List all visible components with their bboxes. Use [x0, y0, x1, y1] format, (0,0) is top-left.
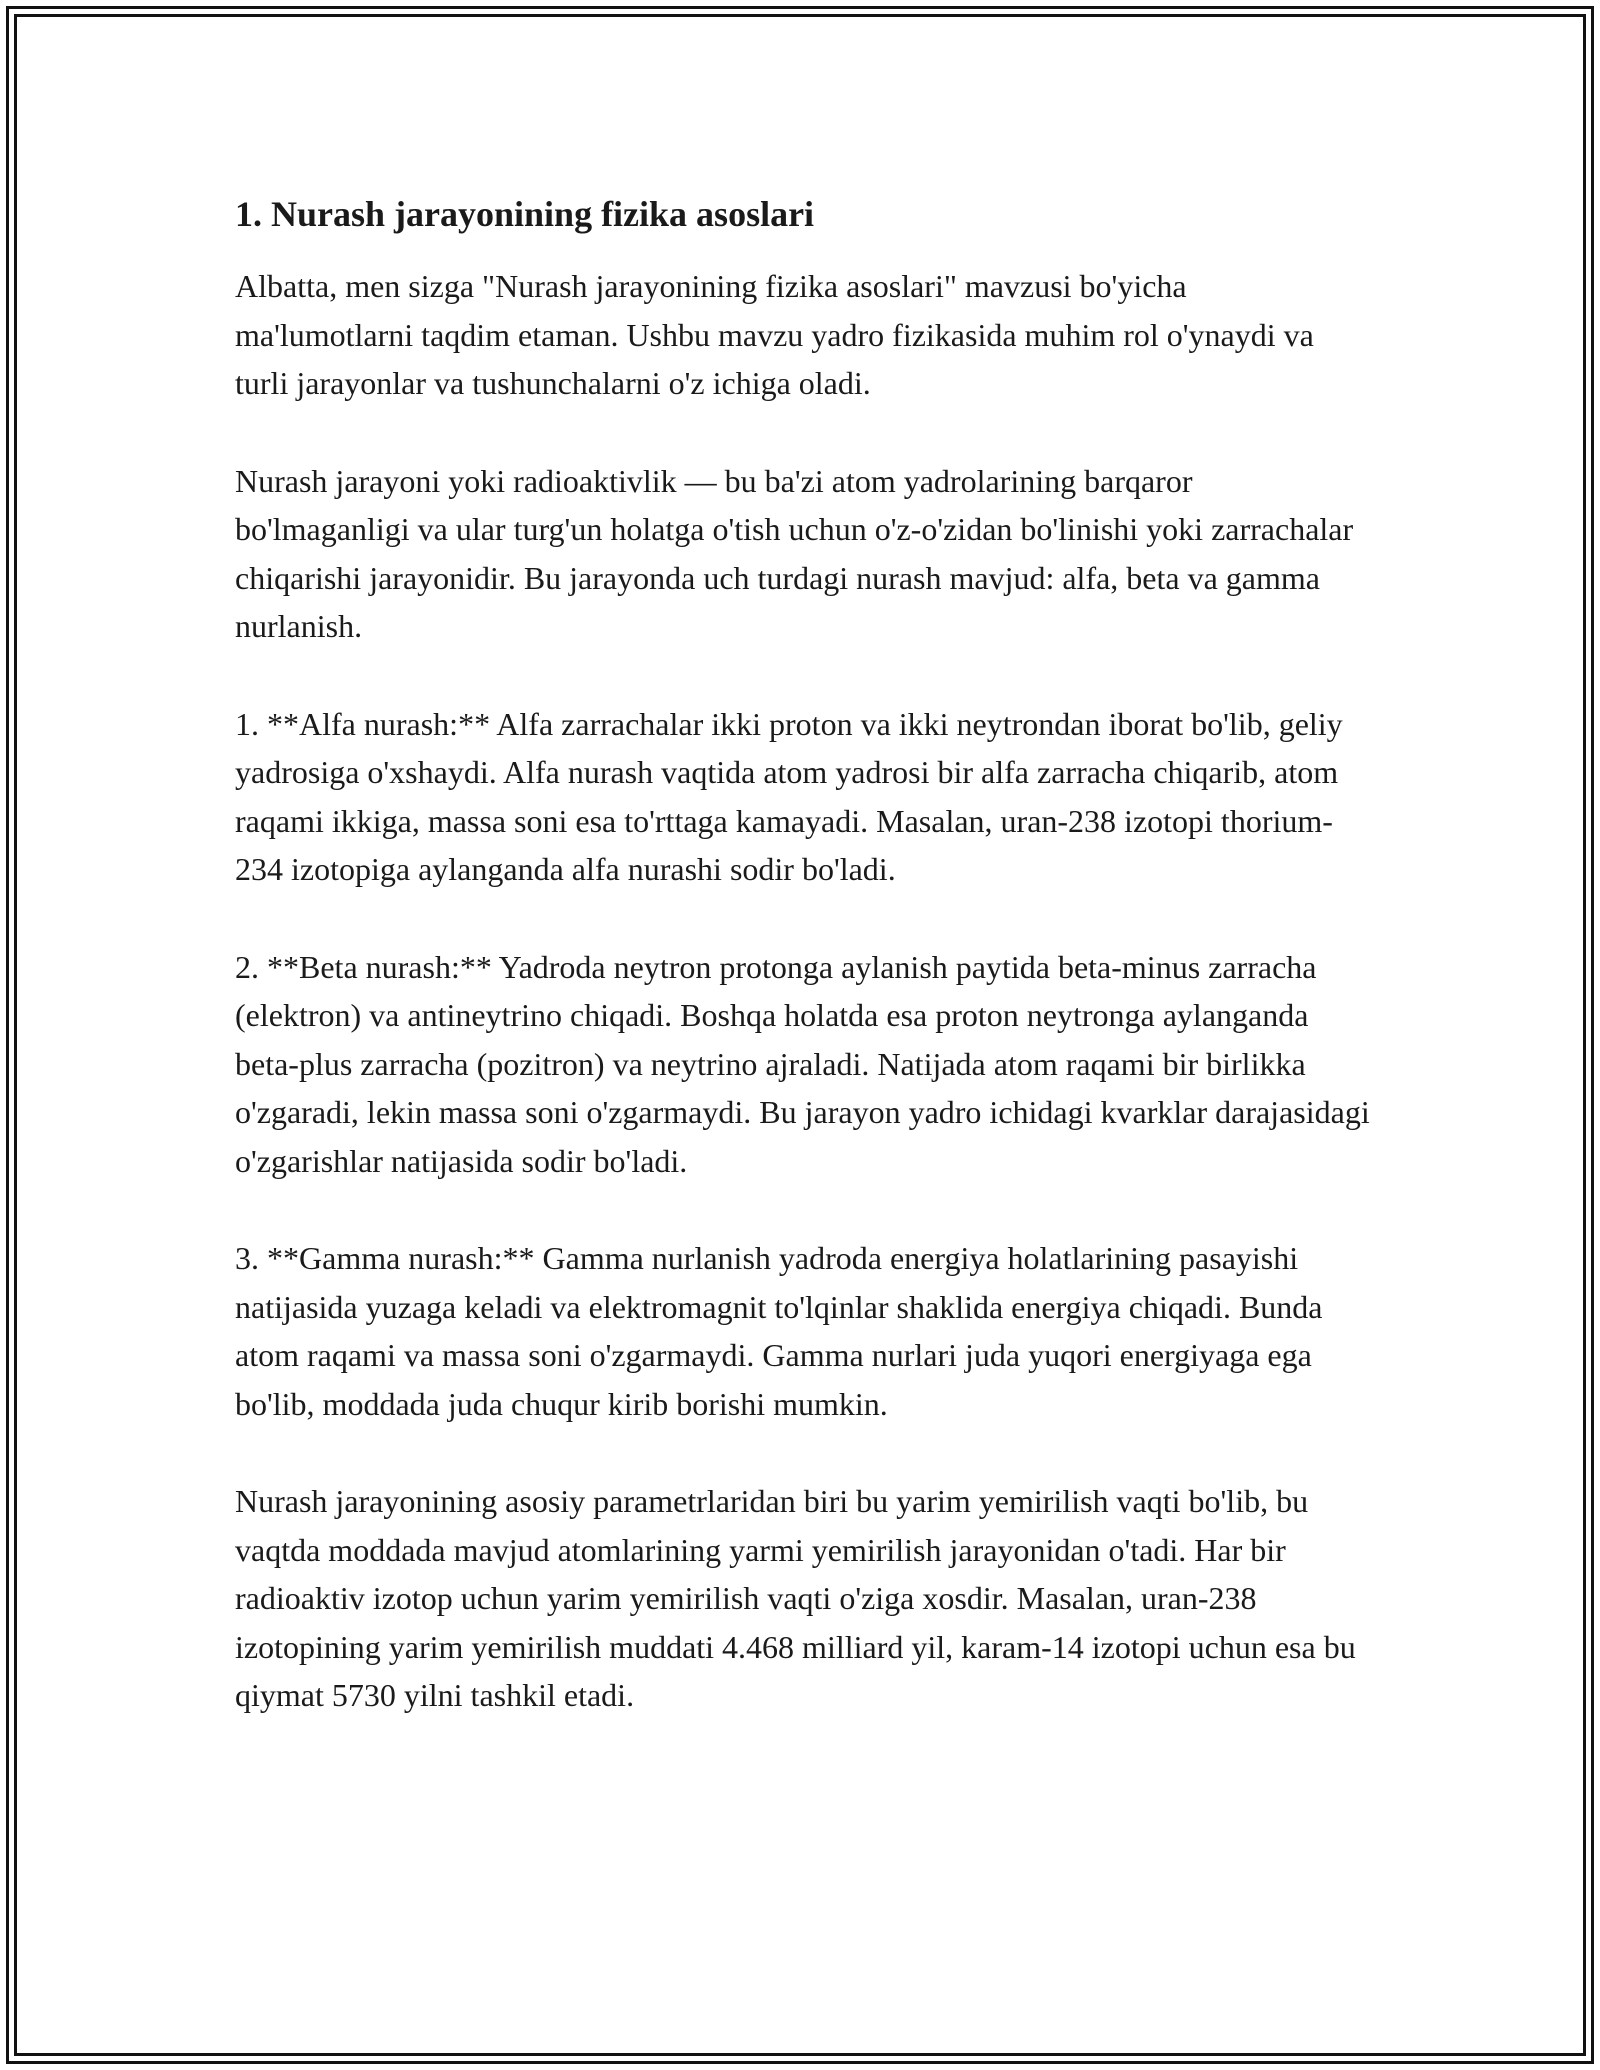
paragraph-radioactivity: Nurash jarayoni yoki radioaktivlik — bu ba'zi atom yadrolarining barqaror bo'lmaganligi va ular turg'un holatga o'tish uchun o'z-o'zidan bo'linishi yoki zarrachalar chiqarishi jarayonidir. Bu jarayonda uch turdagi nurash mavjud: alfa, beta va gamma nurlanish.: [235, 462, 1354, 644]
paragraph-beta: 2. **Beta nurash:** Yadroda neytron protonga aylanish paytida beta-minus zarracha (elektron) va antineytrino chiqadi. Boshqa holatda esa proton neytronga aylanganda beta-plus zarracha (pozitron) va neytrino ajraladi. Natijada atom raqami bir birlikka o'zgaradi, lekin massa soni o'zgarmaydi. Bu jarayon yadro ichidagi kvarklar darajasidagi o'zgarishlar natijasida sodir bo'ladi.: [235, 948, 1370, 1179]
paragraph-gamma: 3. **Gamma nurash:** Gamma nurlanish yadroda energiya holatlarining pasayishi natijasida yuzaga keladi va elektromagnit to'lqinlar shaklida energiya chiqadi. Bunda atom raqami va massa soni o'zgarmaydi. Gamma nurlari juda yuqori energiyaga ega bo'lib, moddada juda chuqur kirib borishi mumkin.: [235, 1240, 1323, 1422]
document-body: [235, 190, 1370, 1769]
document-title: 1. Nurash jarayonining fizika asoslari: [235, 194, 815, 234]
paragraph-intro: Albatta, men sizga "Nurash jarayonining fizika asoslari" mavzusi bo'yicha ma'lumotlarni taqdim etaman. Ushbu mavzu yadro fizikasida muhim rol o'ynaydi va turli jarayonlar va tushunchalarni o'z ichiga oladi.: [235, 268, 1314, 401]
paragraph-alpha: 1. **Alfa nurash:** Alfa zarrachalar ikki proton va ikki neytrondan iborat bo'lib, geliy yadrosiga o'xshaydi. Alfa nurash vaqtida atom yadrosi bir alfa zarracha chiqarib, atom raqami ikkiga, massa soni esa to'rttaga kamayadi. Masalan, uran-238 izotopi thorium-234 izotopiga aylanganda alfa nurashi sodir bo'ladi.: [235, 705, 1343, 887]
paragraph-half-life: Nurash jarayonining asosiy parametrlaridan biri bu yarim yemirilish vaqti bo'lib, bu vaqtda moddada mavjud atomlarining yarmi yemirilish jarayonidan o'tadi. Har bir radioaktiv izotop uchun yarim yemirilish vaqti o'ziga xosdir. Masalan, uran-238 izotopining yarim yemirilish muddati 4.468 milliard yil, karam-14 izotopi uchun esa bu qiymat 5730 yilni tashkil etadi.: [235, 1483, 1356, 1713]
